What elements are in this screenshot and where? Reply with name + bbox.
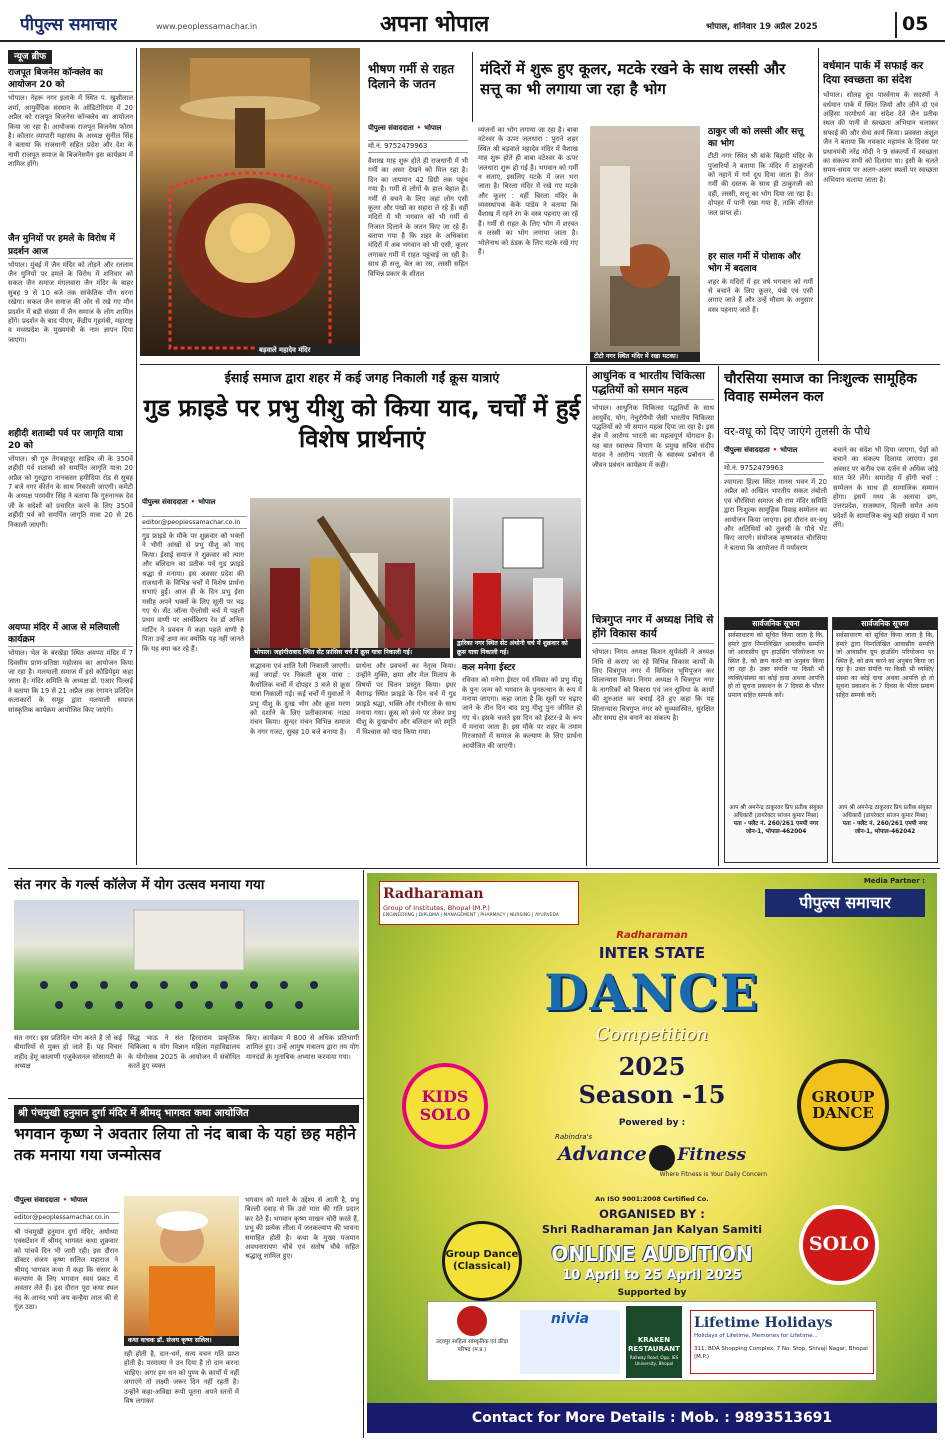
column-rule [818,48,819,361]
column-rule [136,48,137,865]
supporter-address: 311, BDA Shopping Complex, 7 No. Stop, Shivaji Nagar, Bhopal (M.P.) [694,1346,868,1360]
byline-city: भोपाल [198,498,216,506]
goodfriday-kicker: ईसाई समाज द्वारा शहर में कई जगह निकाली गईं क्रूस यात्राएं [224,370,500,385]
yoga-column-3: किए। कार्यक्रम में 800 से अधिक प्रतिभागी शामिल हुए। उन्हें आयुष मंत्रालय द्वारा तय योग मानदंडों के मुताबिक अभ्यास करवाया गया। [246,1034,359,1061]
marriage-column-2: बचाने का संदेश भी दिया जाएगा, पेड़ों को बचाने का संकल्प दिलाया जाएगा। इस अवसर पर करीब एक दर्जन से अधिक जोड़े सात फेरे लेंगे। समारोह में होंगी चर्चा : सम्मेलन के साथ ही सामाजिक सम्मान होगा। इसमें मध्य के अलावा छग, उत्तरप्रदेश, राजस्थान, दिल्ली समेत अन्य प्रदेशों के सामाजिक बंधु बड़ी संख्या में भाग लेंगे। [833,446,938,529]
priest-art [124,1196,239,1346]
goodfriday-photo-2 [453,498,581,658]
sponsor-name: Advance [557,1143,647,1166]
chitragupt-story [592,614,714,864]
easter-title: कल मनेगा ईस्टर [462,663,516,673]
notice-signer: आप श्री अमनेन्द्र ठाकुरवर प्रिय प्रतीक संयुक्त अधिकारी (डायरेक्टर सांजन कुमार मिश्रा) [838,805,932,819]
byline-name: पीपुल्स संवाददाता [142,498,188,506]
chitragupt-body: भोपाल। निगम अध्यक्ष किशन सूर्यवंशी ने अध्यक्ष निधि से कराए जा रहे विभिन्न विकास कार्यों के लिए चित्रगुप्त नगर में विधिवत भूमिपूजन कर शिलान्यास किया। निगम अध्यक्ष ने चित्रगुप्त नगर के नागरिकों को विकास एवं जन सुविधा के कार्यों की शुरुआत कर बधाई देते हुए कहा कि यह शिलान्यास चित्रगुप्त नगर को सुव्यवस्थित, सुरक्षित और समग्र क्षेत्र बनाने का संकल्प है। [592,648,714,722]
sponsor-tag: Where Fitness is Your Daily Concern [659,1171,767,1179]
supporter-logo [432,1306,512,1378]
side-body: शहर के मंदिरों में हर वर्ष भगवान को गर्मी से बचाने के लिए कूलर, पंखे एवं एसी लगाए जाते हैं और उन्हें मौसम के अनुसार वस्त्र पहनाए जाते हैं। [708,277,813,314]
bhagwat-column-2: रही होती है, दान-धर्म, सत्य वचन गति प्राप्त होती है। परमात्मा ने उन दिया है तो दान करना चाहिए। अगर हम धन को पुण्य के कार्यों में नहीं लगाएंगे तो लक्ष्मी जरूर दिन नहीं रहती है। उन्होंने कहा-अविद्या रूपी पूतना अपने स्तनों में विष लगाकर [124,1350,239,1405]
event-brand: Radharaman [616,930,688,941]
notice-title: सार्वजनिक सूचना [725,618,827,630]
section-rule [8,1098,363,1099]
supported-label: Supported by [617,1288,687,1298]
chitragupt-headline: चित्रगुप्त नगर में अध्यक्ष निधि से होंगे विकास कार्य [592,614,714,644]
goodfriday-photo-2-caption: द्वारिका नगर स्थित सेंट अंथोनी चर्च में शुक्रवार को क्रूस यात्रा निकाली गई। [453,639,581,658]
procession-art [250,498,450,658]
bhagwat-column-3: भगवान को मारने के उद्देश्य से आती है, प्रभु बिल्ली दवाड़ से कि उसे मारा की गति प्रदान कर देते हैं। भगवान कृष्ण माखन चोरी करते हैं, प्रभु की प्रत्येक लीला में जनकल्याण की भावना समाहित होती है। कथा के मुख्य यजमान अवधनारायण चौबे एवं संतोष चौबे सहित श्रद्धालु शामिल हुए। [245,1196,359,1261]
powered-label: Powered by : [618,1118,686,1128]
byline-city: भोपाल [780,446,798,454]
lead-kicker: भीषण गर्मी से राहत दिलाने के जतन [368,62,455,91]
kids-solo-badge [402,1063,488,1149]
yoga-column-1: संत नगर। इस प्रतिदिन योग करते है तो कई बीमारियों से मुक्त हो जाते हैं। यह विचार शहीद हेमू कालाणी एजुकेशनल सोसायटी के अध्यक्ष [14,1034,122,1071]
easter-story [462,662,582,860]
ayush-headline: आधुनिक व भारतीय चिकित्सा पद्धतियों को समान महत्व [592,370,714,400]
ad-media-partner-label: Media Partner : [863,877,925,885]
ayush-body: भोपाल। आधुनिक चिकित्सा पद्धतियों के साथ आयुर्वेद, योग, नेचुरोपैथी जैसी भारतीय चिकित्सा पद्धतियों को भी समान महत्व दिया जा रहा है। इस क्षेत्र में आरोग्य भारती का महत्वपूर्ण योगदान है। यह बात स्वास्थ्य विभाग के प्रमुख सचिव संदीप यादव ने आरोग्य भारती के स्वास्थ्य प्रबोधन से जीवन प्रबंधन कार्यक्रम में कही। [592,404,714,469]
pot-photo-art [590,126,700,362]
temple-photo-caption: बड़वाले महादेव मंदिर [255,345,360,356]
bhagwat-photo [124,1196,239,1346]
byline-name: पीपुल्स संवाददाता [14,1196,60,1204]
organised-label: ORGANISED BY : [599,1207,705,1221]
sponsor-logo [527,1133,777,1193]
ad-media-partner: पीपुल्स समाचार [765,889,925,917]
brief-item-title: जैन मुनियों पर हमले के विरोध में प्रदर्शन आज [8,233,133,258]
byline-city: भोपाल [70,1196,88,1204]
marriage-column-1: श्यामला हिल्स स्थित मानस भवन में 20 अप्रैल को अखिल भारतीय सकल तंबोली एवं चौरसिया समाज श्री राम मंदिर समिति द्वारा निःशुल्क सामूहिक विवाह सम्मेलन का आयोजन किया जाएगा। इस दौरान वर-वधू और अतिथियों को तुलसी के पौधे भेंट किए जाएंगे। संयोजक कृष्णकांत चौरसिया ने बताया कि आयोजन में पर्यावरण [724,478,827,552]
solo-label: SOLO [808,1233,870,1256]
event-sub: Competition [595,1024,709,1045]
bhagwat-kicker: श्री पंचमुखी हनुमान दुर्गा मंदिर में श्रीमद् भागवत कथा आयोजित [14,1105,359,1123]
brand-logo: पीपुल्स समाचार [20,15,118,35]
lead-byline: पीपुल्स संवाददाता • भोपाल [368,124,442,132]
ayush-story [592,370,714,610]
side-body: टीटी नगर स्थित श्री बांके बिहारी मंदिर के पुजारियों ने बताया कि मंदिर में ठाकुरजी को नहाने में गर्म दूध दिया जाता है। तेज गर्मी की दस्तक के साथ ही ठाकुरजी को दही, लस्सी, सत्तू का भोग दिया जा रहा है। दोपहर में पानी रखा गया है, ताकि शीतल जल प्राप्त हो। [708,152,813,217]
dateline: भोपाल, शनिवार 19 अप्रैल 2025 [706,22,818,32]
lead-column-1: वैशाख माह शुरू होते ही राजधानी में भी गर्मी का असर देखने को मिल रहा है। दिन का तापमान 42 डिग्री तक पहुंच गया है। गर्मी से लोगों के हाल बेहाल हैं। गर्मी से बचने के लिए जहां लोग एसी कूलर और पंखों का सहारा ले रहे हैं। वहीं मंदिरों में भी भगवान को भी गर्मी से निजात दिलाने के जतन किए जा रहे हैं। बताया गया है कि शहर के अधिकांश मंदिरों में अब भगवान को भी एसी, कूलर लगाकर गर्मी में राहत पहुंचाई जा रही है। साथ ही सत्तू, बेल का रस, लस्सी सहित विभिन्न प्रकार के शीतल [368,157,468,278]
bhagwat-email[interactable]: editor@peoplessamachar.co.in [14,1212,119,1224]
masthead-url[interactable]: www.peoplessamachar.in [156,22,258,31]
section-title: अपना भोपाल [380,11,490,37]
goodfriday-headline: गुड फ्राइडे पर प्रभु यीशु को किया याद, चर्चों में हुई विशेष प्रार्थनाएं [143,394,581,454]
marriage-headline: चौरसिया समाज का निःशुल्क सामूहिक विवाह सम्मेलन कल [724,371,917,406]
goodfriday-column-3: प्रार्थना और प्रवचनों का नेतृत्व किया। उन्होंने मुक्ति, क्षमा और मेल मिलाप के विषयों पर चिंतन प्रस्तुत किया। इधर बैरागढ़ स्थित फ्राइडे के दिन चर्च में गुड फ्राइडे श्रद्धा, भक्ति और गंभीरता के साथ मनाया गया। क्रूस को कंधे पर लेकर प्रभु यीशु के दुःखभोग और बलिदान को स्मृति में विश्वास को याद किया गया। [356,662,456,736]
bhagwat-headline: भगवान कृष्ण ने अवतार लिया तो नंद बाबा के यहां छह महीने तक मनाया गया जन्मोत्सव [14,1125,356,1164]
bhagwat-photo-caption: कथा वाचक डॉ. संजय कृष्ण सलिल। [124,1336,239,1347]
section-rule [8,868,940,869]
goodfriday-photo-1-caption: भोपाल। जहांगीराबाद स्थित सेंट फ्रांसिस चर्च में क्रूस यात्रा निकाली गई। [250,648,450,658]
bhagwat-column-1: श्री पंचमुखी हनुमान दुर्गा मंदिर, अयोध्या एक्सटेंशन में श्रीमद् भागवत कथा शुक्रवार को पांचवें दिन भी जारी रही। इस दौरान डॉक्टर संजय कृष्ण सलिल महाराज ने श्रीमद् भागवत कथा में कहा कि संसार के कल्याण के लिए भगवान स्वयं प्रकट में अवतार लेते हैं। इस दौरान पूरा कथा स्थल नंद के आनंद भयो जय कन्हैया लाल की से गूंज उठा। [14,1228,118,1311]
supporter-tag: Holidays of Lifetime, Memories for Lifetime... [694,1332,818,1339]
sponsor-name-2: Fitness [677,1145,747,1166]
yoga-column-2: सिद्ध भाऊ ने संत हिरदाराम प्राकृतिक चिकित्सा व योग विज्ञान महिला महाविद्यालय के योगोत्सव 2025 के आयोजन में संबोधित करते हुए व्यक्त [128,1034,240,1071]
bhagwat-byline: पीपुल्स संवाददाता • भोपाल [14,1196,88,1204]
yoga-headline: संत नगर के गर्ल्स कॉलेज में योग उत्सव मनाया गया [14,877,265,893]
side-title: हर साल गर्मी में पोशाक और भोग में बदलाव [708,252,801,275]
supporter-logo [520,1310,620,1374]
brief-item [8,428,133,618]
goodfriday-column-2: सद्भावना एवं शांति रैली निकाली जाएगी। कई जगहों पर निकली क्रूस यात्रा : कैथोलिक चर्चों में दोपहर 3 बजे से क्रूस यात्रा निकाली गई। कई चर्चों में युवाओं ने प्रभु यीशु के दुःख भोग और क्रूस मरण को दर्शाने के लिए प्रतीकात्मक नाट्य मंचन किया। सुन्दर मंचन विभिन्न समाज के नगर गजट, सुबह 10 बजे बनाया है। [250,662,350,736]
column-rule [363,870,364,1438]
page-number: 05 [895,12,928,38]
brief-item-body: भोपाल। नेहरू नगर इलाके में स्थित पं. खुशीलाल शर्मा, आयुर्वेदिक संस्थान के ऑडिटोरियम में 20 अप्रैल को राजपूत बिजनेस कॉन्क्लेव का आयोजन किया जा रहा है। आयोजक राजपूत बिजनेस फोरम है। कोलार व्यापारी महासंघ के अध्यक्ष सुनील सिंह ने बताया कि राजधानी सहित प्रदेश और देश के नामी राजपूत समाज के बिजनेसमैन इस कार्यक्रम में शामिल होंगे। [8,94,133,169]
pot-photo [590,126,700,362]
lead-side-column [708,126,813,362]
procession-art-2 [453,498,581,658]
brief-item-body: भोपाल। मुंबई में जैन मंदिर को तोड़ने और रतलाम जैन मुनियों पर हमले के विरोध में शनिवार को सकल जैन समाज मंगलवारा जैन मंदिर के बाहर सुबह 9 से 10 बजे तक सांकेतिक मौन धरना रखेगा। सकल जैन समाज की ओर से रखे गए मौन प्रदर्शन में बड़ी संख्या में जैन समाज के लोग शामिल होंगे। प्रदर्शन के बाद पीएम, केंद्रीय गृहमंत्री, महाराष्ट्र व मध्यप्रदेश के मुख्यमंत्री के नाम ज्ञापन दिया जाएगा। [8,260,133,344]
public-notice [724,617,828,863]
section-rule [140,364,940,365]
temple-photo [140,48,360,356]
cleanliness-headline: वर्धमान पार्क में सफाई कर दिया स्वच्छता का संदेश [823,60,924,86]
masthead [0,0,945,42]
event-year: 2025 [618,1052,686,1081]
supporters-strip [427,1301,877,1381]
yoga-photo-art [14,900,359,1030]
column-rule [586,366,587,866]
supporter-seal-icon [457,1306,487,1336]
ad-group-name: Radharaman [383,886,484,902]
lead-headline: मंदिरों में शुरू हुए कूलर, मटके रखने के साथ लस्सी और सत्तू का भी लगाया जा रहा है भोग [480,60,786,98]
supporter-logo [626,1306,682,1378]
notice-address: पता - फ्लैट नं. 260/261 एमपी नगर जोन-1, भोपाल-462042 [842,820,928,835]
brief-item [8,233,133,423]
goodfriday-email[interactable]: editor@peoplessamachar.co.in [142,516,247,529]
notice-address: पता - फ्लैट नं. 260/261 एमपी नगर जोन-1, भोपाल-462004 [733,820,819,835]
column-rule [718,366,719,866]
easter-body: रविवार को मनेगा ईस्टर पर्व रविवार को प्रभु यीशु के पुनः जन्म को भगवान के पुनरुत्थान के रूप में मनाया जाएगा। कहा जाता है कि सूली पर चढ़ाए जाने के तीन दिन बाद प्रभु यीशु पुनः जीवित हो गए थे। इसके चलते इस दिन को ईस्टर-डे के रूप में मनाया जाता है। इस मौके पर शहर के तमाम गिरजाघरों में समाज के कल्याण के लिए प्रार्थना आयोजित की जाएगी। [462,676,582,750]
brief-item-body: भोपाल। भेल के बरखेड़ा स्थित अयप्पा मंदिर में 7 दिवसीय प्राण-प्रतिष्ठा महोत्सव का आयोजन किया जा रहा है। मलयाली समाज में इसे कोडियेट्टम कहा जाता है। मंदिर समिति के अध्यक्ष डॉ. एआर पिल्लई ने बताया कि 19 से 21 अप्रैल तक रंगायन प्रतिदिन कलाकारों के समूह द्वारा मलयाली समाज सांस्कृतिक कार्यक्रम आयोजित किए जाएंगे। [8,649,133,714]
news-brief-column [8,50,133,865]
group-dance-badge [797,1059,889,1151]
brief-item-title: राजपूत बिजनेस कॉन्क्लेव का आयोजन 20 को [8,67,133,92]
side-title: ठाकुर जी को लस्सी और सत्तू का भोग [708,127,804,150]
group-classical-label: Group Dance (Classical) [445,1249,519,1272]
public-notice [832,617,938,863]
temple-photo-art [140,48,360,356]
supporter-name: उदयपुर साहित्य सांस्कृतिक एवं क्रीड़ा परिषद (म.प्र.) [435,1339,509,1353]
event-season: Season -15 [578,1080,726,1109]
supporter-location: Railway Road, Opp. IES University, Bhopal [629,1354,679,1366]
cleanliness-story [823,60,938,360]
ad-group-tags: ENGINEERING | DIPLOMA | MANAGEMENT | PHARMACY | NURSING | AYURVEDA [383,912,559,918]
brief-item-title: अयप्पा मंदिर में आज से मलियाली कार्यक्रम [8,622,133,647]
column-rule [472,52,473,122]
notice-title: सार्वजनिक सूचना [833,618,937,630]
fitness-icon [649,1145,675,1171]
marriage-byline: पीपुल्स संवाददाता • भोपाल [724,446,798,454]
byline-name: पीपुल्स संवाददाता [724,446,770,454]
yoga-photo [14,900,359,1030]
audition-label: ONLINE AUDITION [551,1242,753,1266]
notice-body: सर्वसाधारण को सूचित किया जाता है कि, हमारे द्वारा निम्नलिखित आवासीय सम्पत्ति जो आवासीय ग्रुप हाउसिंग परियोजना पर स्थित है, को क्रय करने का अनुबंध किया जा रहा है। उक्त संपत्ति पर किसी भी व्यक्ति/संस्था का कोई दावा अथवा आपत्ति हो तो सूचना प्रकाशन के 7 दिवस के भीतर प्रमाण सहित सम्पर्क करें। [728,632,824,699]
event-top: INTER STATE [598,944,706,962]
marriage-subhead: वर-वधू को दिए जाएंगे तुलसी के पौधे [724,425,871,438]
supporter-name: Lifetime Holidays [694,1315,833,1331]
goodfriday-photo-1 [250,498,450,658]
event-main: DANCE [544,963,760,1022]
brief-item-body: भोपाल। श्री गुरु तेगबहादुर साहिब जी के 350वें शहीदी पर्व शताब्दी को समर्पित जागृति यात्रा 20 अप्रैल को गुरुद्वारा नानकसर हमीदिया रोड से सुबह 7 बजे नगर कीर्तन के साथ निकाली जाएगी। कमेटी के अध्यक्ष परमवीर सिंह ने बताया कि गुरुनानक देव जी के सदेशों को प्रचारित करने के लिए 350वें शहीदी पर्व को समर्पित जागृति यात्रा 20 से 26 निकाली जाएगी। [8,454,133,529]
organiser-name: Shri Radharaman Jan Kalyan Samiti [542,1223,762,1236]
byline-name: पीपुल्स संवाददाता [368,124,414,132]
byline-city: भोपाल [424,124,442,132]
marriage-mobile: मो.नं. 9752479963 [724,462,824,475]
notice-body: सर्वसाधारण को सूचित किया जाता है कि, हमारे द्वारा निम्नलिखित आवासीय सम्पत्ति जो आवासीय ग्रुप हाउसिंग परियोजना पर स्थित है, को क्रय करने का अनुबंध किया जा रहा है। उक्त संपत्ति पर किसी भी व्यक्ति/संस्था का कोई दावा अथवा आपत्ति हो तो सूचना प्रकाशन के 7 दिवस के भीतर प्रमाण सहित सम्पर्क करें। [836,632,934,699]
ad-group-logo [379,881,579,925]
sponsor-small: Rabindra's [555,1133,593,1141]
brief-item [8,622,133,819]
lead-column-2: व्यंजनों का भोग लगाया जा रहा है। बाबा वटेश्वर के ऊपर जलधारा : पुराने शहर स्थित श्री बड़वाले महादेव मंदिर में वैशाख माह शुरू होते ही बाबा वटेश्वर के ऊपर जलधारा शुरू हो गई है। भगवान को गर्मी न सताए, इसलिए मटके में जल भरा जाता है। बिरला मंदिर में रखे गए मटके और कूलर : वहीं बिरला मंदिर के व्यवस्थापक केके पांडेय ने बताया कि वैशाख में रहने रंग के वस्त्र पहनाए जा रहे हैं। गर्मी से राहत के लिए भोग में शरबत व लस्सी का भोग लगाया जाता है। भोलेनाथ को ठंडक के लिए मटके रखे गए हैं। [478,126,578,256]
lead-mobile: मो.नं. 9752479963 [368,140,468,153]
kids-solo-label: KIDS SOLO [419,1087,471,1124]
brief-item [8,67,133,229]
notice-signer: आप श्री अमनेन्द्र ठाकुरवर प्रिय प्रतीक संयुक्त अधिकारी (डायरेक्टर सांजन कुमार मिश्रा) [729,805,823,819]
iso-label: An ISO 9001:2008 Certified Co. [595,1195,709,1203]
group-dance-label: GROUP DANCE [811,1087,875,1122]
goodfriday-byline: पीपुल्स संवाददाता • भोपाल [142,498,216,506]
brief-label: न्यूज ब्रीफ [8,50,52,64]
brief-item-title: शहीदी शताब्दी पर्व पर जागृति यात्रा 20 को [8,428,133,453]
goodfriday-column-1: गुड फ्राइडे के मौके पर शुक्रवार को भक्तों ने भीगी आंखों से प्रभु यीशु को याद किया। ईसाई समाज ने शुक्रवार को त्याग और बलिदान का प्रतीक पर्व गुड फ्राइडे श्रद्धा से मनाया। इस अवसर प्रदेश की राजधानी के विभिन्न चर्चों में विशेष प्रार्थना सभाएं हुईं। आज ही के दिन प्रभु ईसा मसीह अपने भक्तों के लिए सूली पर चढ़ गए थे। सेंट जॉन्स ऐंग्लोसी चर्च में पहली प्रथम वाणी पर आर्चबिशप रेव डॉ अनिल मार्टिन ने प्रवचन में कहा पहले वाणी है पिता उन्हें क्षमा कर क्योंकि यह नहीं जानते कि यह क्या कर रहे हैं। [142,532,244,653]
supporter-name: nivia [550,1311,590,1327]
supporter-name: KRAKEN RESTAURANT [628,1336,680,1354]
dance-competition-ad[interactable] [367,873,937,1433]
cleanliness-body: भोपाल। सोलह दूध पार्श्वनाथ के सदस्यों ने वर्धमान पार्क में स्थित जियो और जीने दो एवं अहिंसा परमोधर्म का संदेश देते जैन प्रतीक स्थल की पानी से स्वच्छता अभियान चलाकर सफाई की और सेवा कार्य किया। प्रवक्ता अंशुल जैन ने बताया कि नवकार महामंत्र के दिवस पर प्रधानमंत्री नरेंद्र मोदी ने 9 संकल्पों में स्वच्छता का संकल्प सभी को दिलाया था। इसी के चलते समय-समय पर अलग-अलग स्थलों पर स्वच्छता अभियान चलाया जाता है। [823,91,938,184]
supporter-logo [690,1310,874,1374]
pot-photo-caption: टीटी नगर स्थित मंदिर में रखा मटका। [590,352,700,363]
contact-bar[interactable]: Contact for More Details : Mob. : 9893513691 [367,1403,937,1433]
ad-group-sub: Group of Institutes, Bhopal (M.P.) [383,903,490,912]
audition-dates: 10 April to 25 April 2025 [562,1268,742,1283]
